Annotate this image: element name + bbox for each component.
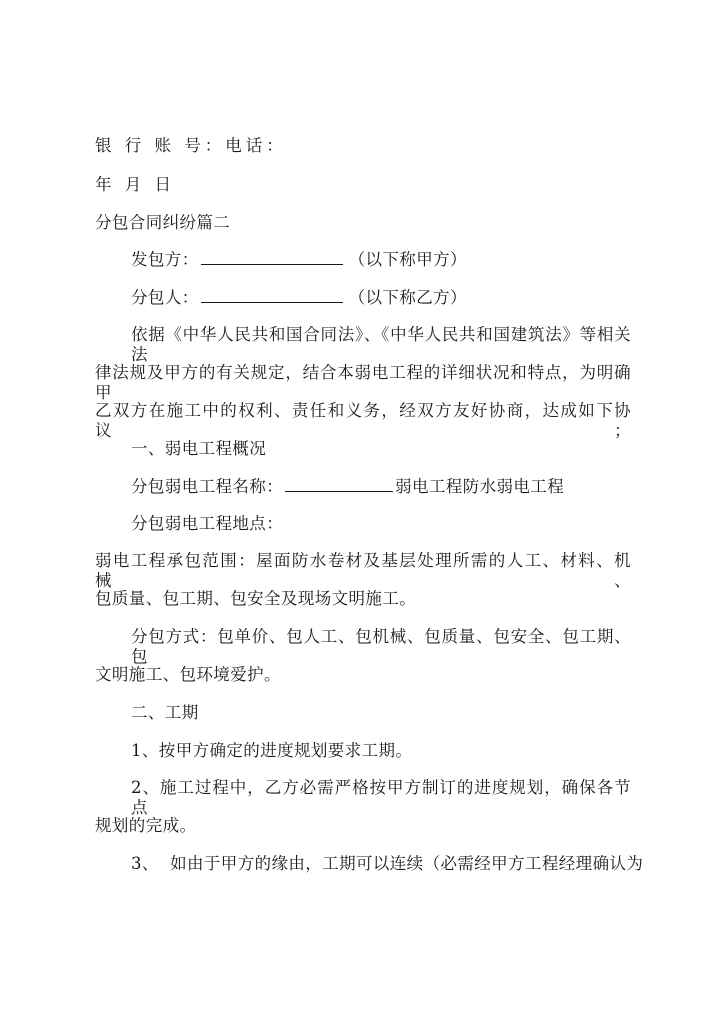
- method-line-1: 分包方式：包单价、包人工、包机械、包质量、包安全、包工期、包: [131, 627, 631, 666]
- schedule-item-2-line-1: 2、施工过程中，乙方必需严格按甲方制订的进度规划，确保各节点: [131, 778, 631, 817]
- subcontractor-line: [131, 288, 467, 308]
- bank-account-line: 银 行 账 号：电话：: [95, 136, 287, 155]
- contractor-line: [131, 250, 467, 270]
- subcontractor-blank: [201, 288, 343, 303]
- project-name-suffix: 弱电工程防水弱电工程: [395, 477, 565, 496]
- contractor-note: （以下称甲方）: [348, 250, 467, 269]
- heading-project-overview: 一、弱电工程概况: [131, 439, 267, 458]
- contractor-label: 发包方：: [131, 250, 199, 269]
- heading-schedule: 二、工期: [131, 703, 199, 722]
- project-location-line: 分包弱电工程地点：: [131, 514, 284, 533]
- project-name-line: [131, 477, 564, 497]
- project-name-label: 分包弱电工程名称：: [131, 477, 284, 496]
- schedule-item-3-line-1: 3、 如由于甲方的缘由，工期可以连续（必需经甲方工程经理确认为: [131, 854, 644, 873]
- scope-line-2: 包质量、包工期、包安全及现场文明施工。: [95, 589, 417, 608]
- contractor-blank: [201, 250, 343, 265]
- intro-line-3: 乙双方在施工中的权利、责任和义务，经双方友好协商，达成如下协议；: [95, 401, 631, 440]
- schedule-item-1: 1、按甲方确定的进度规划要求工期。: [131, 741, 413, 760]
- section-title: 分包合同纠纷篇二: [95, 213, 231, 232]
- project-name-blank: [285, 477, 393, 492]
- intro-line-1: 依据《中华人民共和国合同法》、《中华人民共和国建筑法》等相关法: [131, 325, 631, 364]
- subcontractor-note: （以下称乙方）: [348, 288, 467, 307]
- schedule-item-2-line-2: 规划的完成。: [95, 816, 197, 835]
- method-line-2: 文明施工、包环境爱护。: [95, 665, 281, 684]
- subcontractor-label: 分包人：: [131, 288, 199, 307]
- date-line: 年 月 日: [95, 175, 175, 194]
- intro-line-2: 律法规及甲方的有关规定，结合本弱电工程的详细状况和特点，为明确甲: [95, 363, 631, 402]
- scope-line-1: 弱电工程承包范围：屋面防水卷材及基层处理所需的人工、材料、机械、: [95, 551, 631, 590]
